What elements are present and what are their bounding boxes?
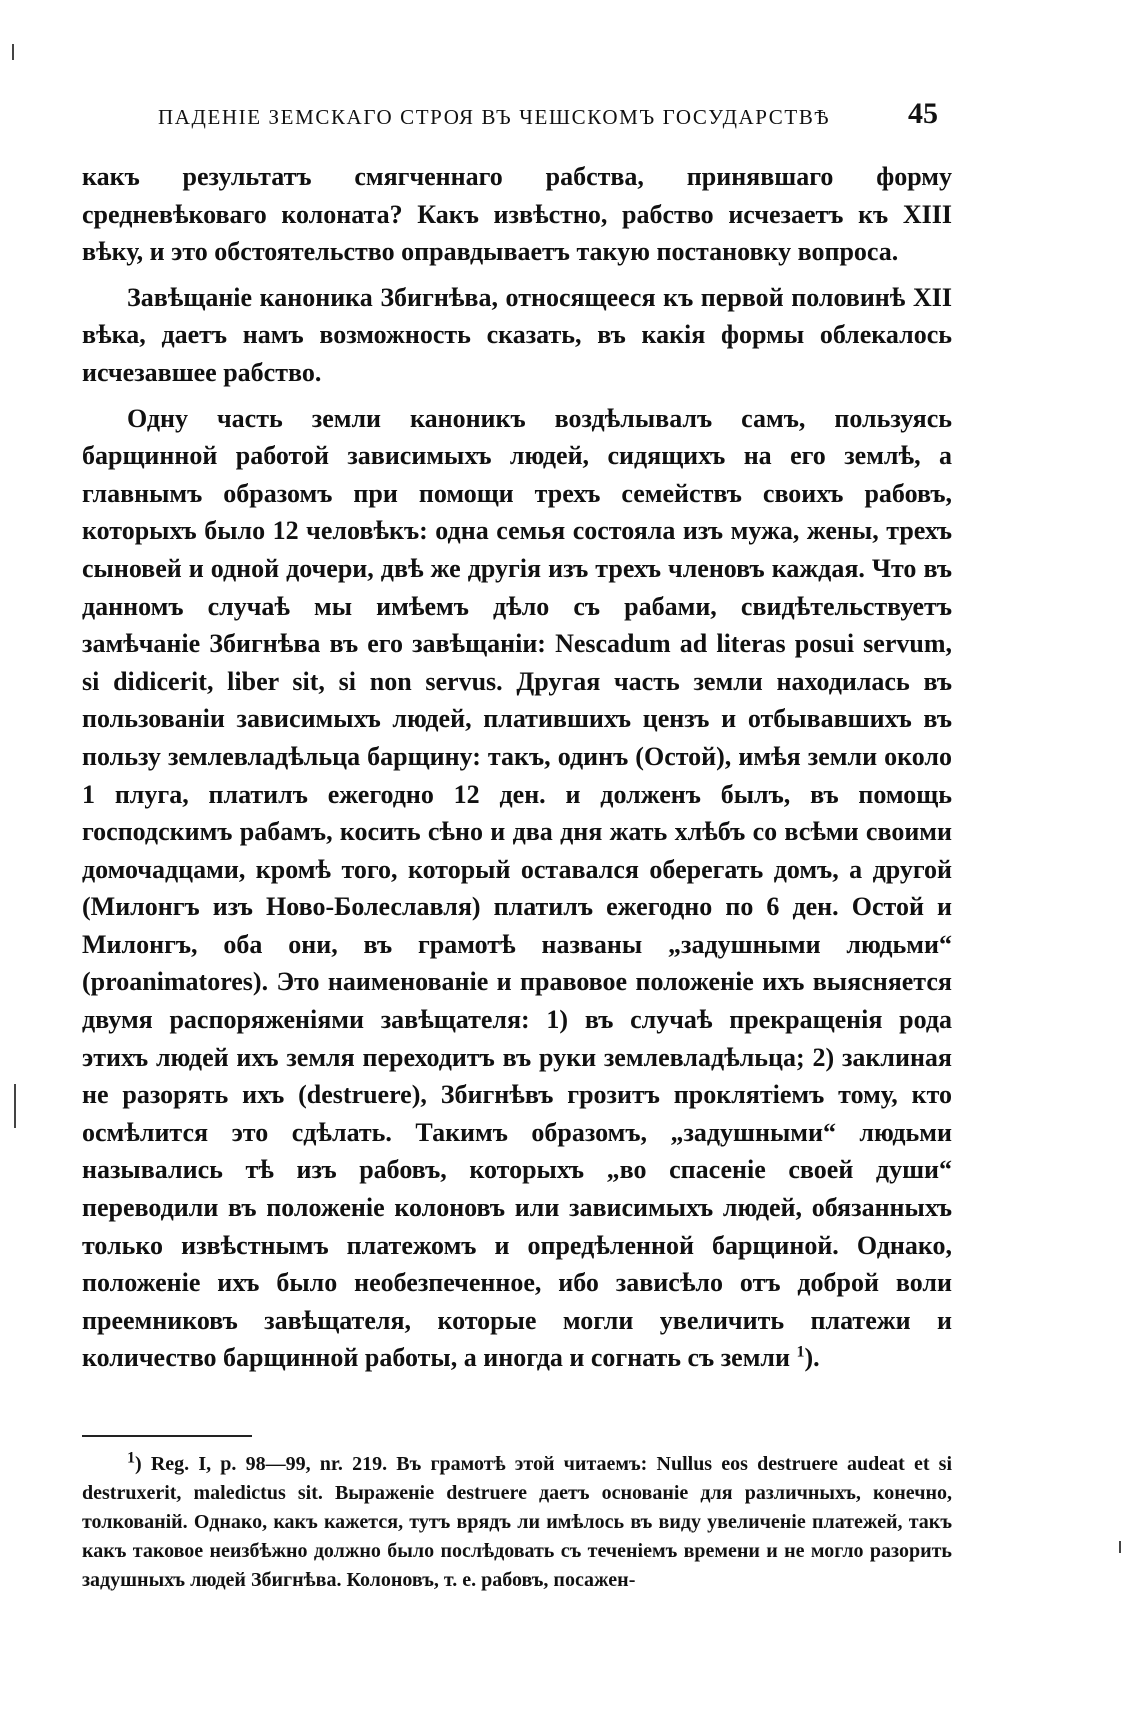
main-text — [82, 158, 952, 1385]
paragraph — [82, 400, 952, 1377]
paragraph-closing: ). — [804, 1343, 820, 1373]
footnote — [82, 1450, 952, 1595]
scan-edge-mark-top — [12, 44, 14, 60]
footnote-marker: 1 — [127, 1449, 135, 1467]
scan-edge-mark-right — [1119, 1541, 1121, 1553]
paragraph-text: Одну часть земли каноникъ воздѣлывалъ самъ, пользуясь барщинной работой зависимыхъ людей, сидящихъ на его землѣ, а главнымъ образомъ при помощи трехъ семействъ своихъ рабовъ, которыхъ было 12 человѣкъ: одна семья состояла изъ мужа, жены, трехъ сыновей и одной дочери, двѣ же другія изъ трехъ членовъ каждая. Что въ данномъ случаѣ мы имѣемъ дѣло съ рабами, свидѣтельствуетъ замѣчаніе Збигнѣва въ его завѣщаніи: Nescadum ad literas posui servum, si didicerit, liber sit, si non servus. Другая часть земли находилась въ пользованіи зависимыхъ людей, платившихъ цензъ и отбывавшихъ въ пользу землевладѣльца барщину: такъ, одинъ (Остой), имѣя земли около 1 плуга, платилъ ежегодно 12 ден. и долженъ былъ, въ помощь господскимъ рабамъ, косить сѣно и два дня жать хлѣбъ со всѣми своими домочадцами, кромѣ того, который оставался оберегать домъ, а другой (Милонгъ изъ Ново-Болеславля) платилъ ежегодно по 6 ден. Остой и Милонгъ, оба они, въ грамотѣ названы „задушными людьми“ (proanimatores). Это наименованіе и правовое положеніе ихъ выясняется двумя распоряженіями завѣщателя: 1) въ случаѣ прекращенія рода этихъ людей ихъ земля переходитъ въ руки землевладѣльца; 2) заклиная не разорять ихъ (destruere), Збигнѣвъ грозитъ проклятіемъ тому, кто осмѣлится это сдѣлать. Такимъ образомъ, „задушными“ людьми назывались тѣ изъ рабовъ, которыхъ „во спасеніе своей души“ переводили въ положеніе колоновъ или зависимыхъ людей, обязанныхъ только извѣстнымъ платежомъ и опредѣленной барщиной. Однако, положеніе ихъ было необезпеченное, ибо зависѣло отъ доброй воли преемниковъ завѣщателя, которые могли увеличить платежи и количество барщинной работы, а иногда и согнать съ земли — [82, 403, 952, 1373]
footnote-reference[interactable]: 1 — [796, 1343, 805, 1361]
paragraph: какъ результатъ смягченнаго рабства, принявшаго форму средневѣковаго колоната? Какъ извѣстно, рабство исчезаетъ къ XIII вѣку, и это обстоятельство оправдываетъ такую постановку вопроса. — [82, 162, 952, 267]
running-title: ПАДЕНІЕ ЗЕМСКАГО СТРОЯ ВЪ ЧЕШСКОМЪ ГОСУДАРСТВѢ — [158, 105, 831, 129]
footnote-text: ) Reg. I, p. 98—99, nr. 219. Въ грамотѣ этой читаемъ: Nullus eos destruere audeat et si destruxerit, maledictus sit. Выраженіе destruere даетъ основаніе для различныхъ, конечно, толкованій. Однако, какъ кажется, тутъ врядъ ли имѣлось въ виду увеличеніе платежей, такъ какъ таковое неизбѣжно должно было послѣдовать съ теченіемъ времени и не могло разорить задушныхъ людей Збигнѣва. Колоновъ, т. е. рабовъ, посажен- — [82, 1453, 952, 1591]
paragraph: Завѣщаніе каноника Збигнѣва, относящееся къ первой половинѣ XII вѣка, даетъ намъ возможность сказать, въ какія формы облекалось исчезавшее рабство. — [82, 282, 952, 387]
scan-edge-mark-left — [14, 1084, 16, 1128]
page-number: 45 — [908, 97, 938, 130]
footnote-divider — [82, 1435, 252, 1437]
